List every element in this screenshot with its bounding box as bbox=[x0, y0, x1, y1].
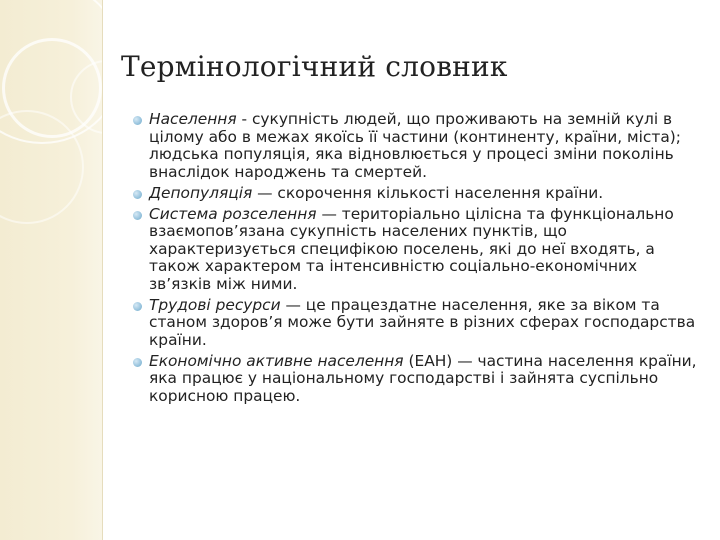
definition: — це працездатне населення, яке за віком та станом здоров’я може бути зайняте в різних сферах господарства країни. bbox=[149, 295, 696, 349]
glossary-item-population bbox=[133, 111, 698, 181]
slide-title: Термінологічний словник bbox=[121, 50, 508, 83]
term: Населення bbox=[149, 110, 237, 128]
glossary-item-settlement-system bbox=[133, 206, 698, 294]
term: Економічно активне населення bbox=[149, 351, 404, 370]
definition: — територіально цілісна та функціонально взаємопов’язана сукупність населених пунктів, що характеризується специфікою поселень, які до неї входять, а також характером та інтенсивністю соціально-економічних зв’язків між ними. bbox=[149, 204, 674, 293]
glossary-item-depopulation bbox=[133, 185, 698, 203]
definition: - сукупність людей, що проживають на земній кулі в цілому або в межах якоїсь її частини (континенту, країни, міста); людська популяція, яка відновлюється у процесі зміни поколінь внаслідок народжень та смертей. bbox=[149, 110, 681, 181]
bullet-icon bbox=[133, 302, 142, 311]
panel-divider bbox=[102, 0, 103, 540]
definition: (ЕАН) — частина населення країни, яка працює у національному господарстві і зайнята суспільно корисною працею. bbox=[149, 351, 697, 405]
glossary-item-labor-resources bbox=[133, 297, 698, 350]
bullet-icon bbox=[133, 211, 142, 220]
bullet-icon bbox=[133, 358, 142, 367]
glossary-item-economically-active bbox=[133, 353, 698, 406]
definition: — скорочення кількості населення країни. bbox=[252, 183, 604, 202]
glossary-list bbox=[133, 111, 698, 409]
bullet-icon bbox=[133, 116, 142, 125]
term: Система розселення bbox=[149, 204, 317, 223]
term: Трудові ресурси bbox=[149, 295, 281, 314]
bullet-icon bbox=[133, 190, 142, 199]
decorative-side-panel bbox=[0, 0, 102, 540]
term: Депопуляція bbox=[149, 183, 253, 202]
